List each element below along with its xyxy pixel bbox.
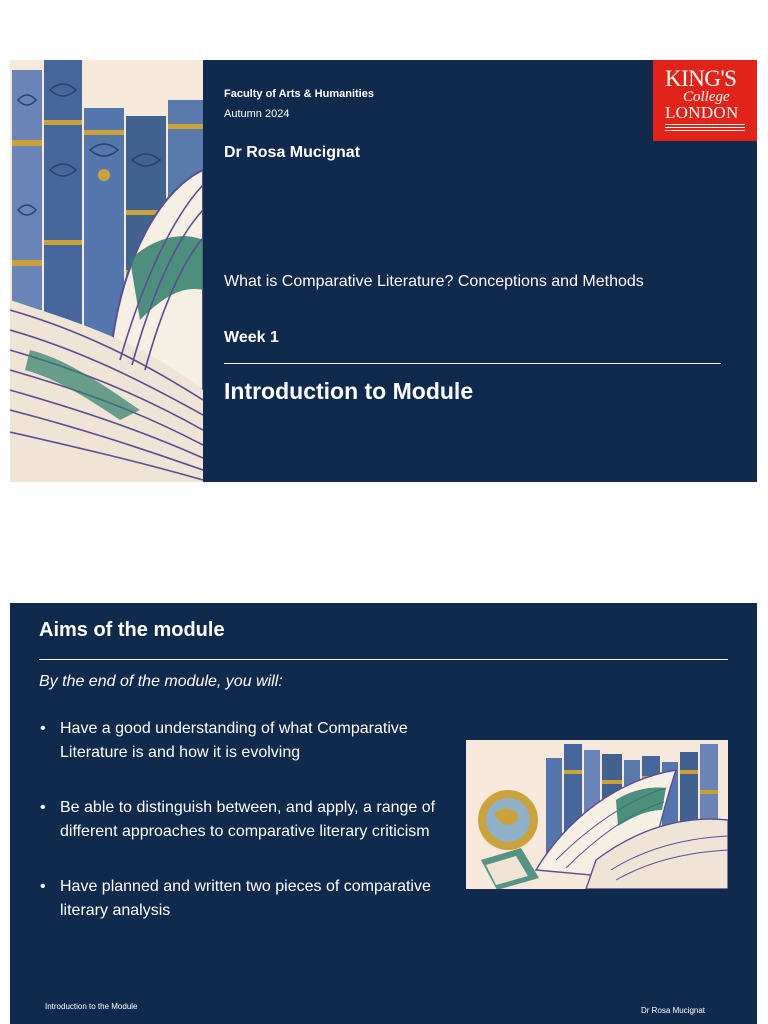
logo-rule: [665, 127, 745, 128]
logo-rule: [665, 124, 745, 125]
logo-rule: [665, 130, 745, 131]
kings-college-logo: [653, 60, 757, 141]
books-globe-illustration: [466, 740, 728, 889]
books-illustration: [10, 60, 203, 482]
aims-list: [39, 717, 459, 954]
title-divider: [224, 363, 721, 364]
footer-right: Dr Rosa Mucignat: [641, 1006, 706, 1015]
faculty-label: Faculty of Arts & Humanities: [224, 88, 374, 100]
logo-line-kings: KING'S: [665, 66, 737, 91]
lecturer-name: Dr Rosa Mucignat: [224, 144, 361, 161]
module-title: What is Comparative Literature? Conceptions and Methods: [224, 273, 644, 290]
term-label: Autumn 2024: [224, 108, 290, 120]
aim-item: • Be able to distinguish between, and apply, a range of different approaches to comparative literary criticism: [39, 796, 459, 844]
aims-slide: [10, 603, 757, 1024]
aim-item: • Have planned and written two pieces of comparative literary analysis: [39, 875, 459, 923]
footer-left: Introduction to the Module: [45, 1002, 138, 1011]
title-slide: [10, 60, 757, 482]
lecture-title: Introduction to Module: [224, 378, 474, 404]
aims-intro: By the end of the module, you will:: [39, 673, 283, 690]
logo-line-london: LONDON: [665, 103, 739, 122]
aim-item: • Have a good understanding of what Comparative Literature is and how it is evolving: [39, 717, 459, 765]
logo-line-college: College: [683, 89, 730, 105]
aims-heading: Aims of the module: [39, 619, 225, 641]
week-label: Week 1: [224, 329, 279, 346]
heading-divider: [39, 659, 728, 660]
